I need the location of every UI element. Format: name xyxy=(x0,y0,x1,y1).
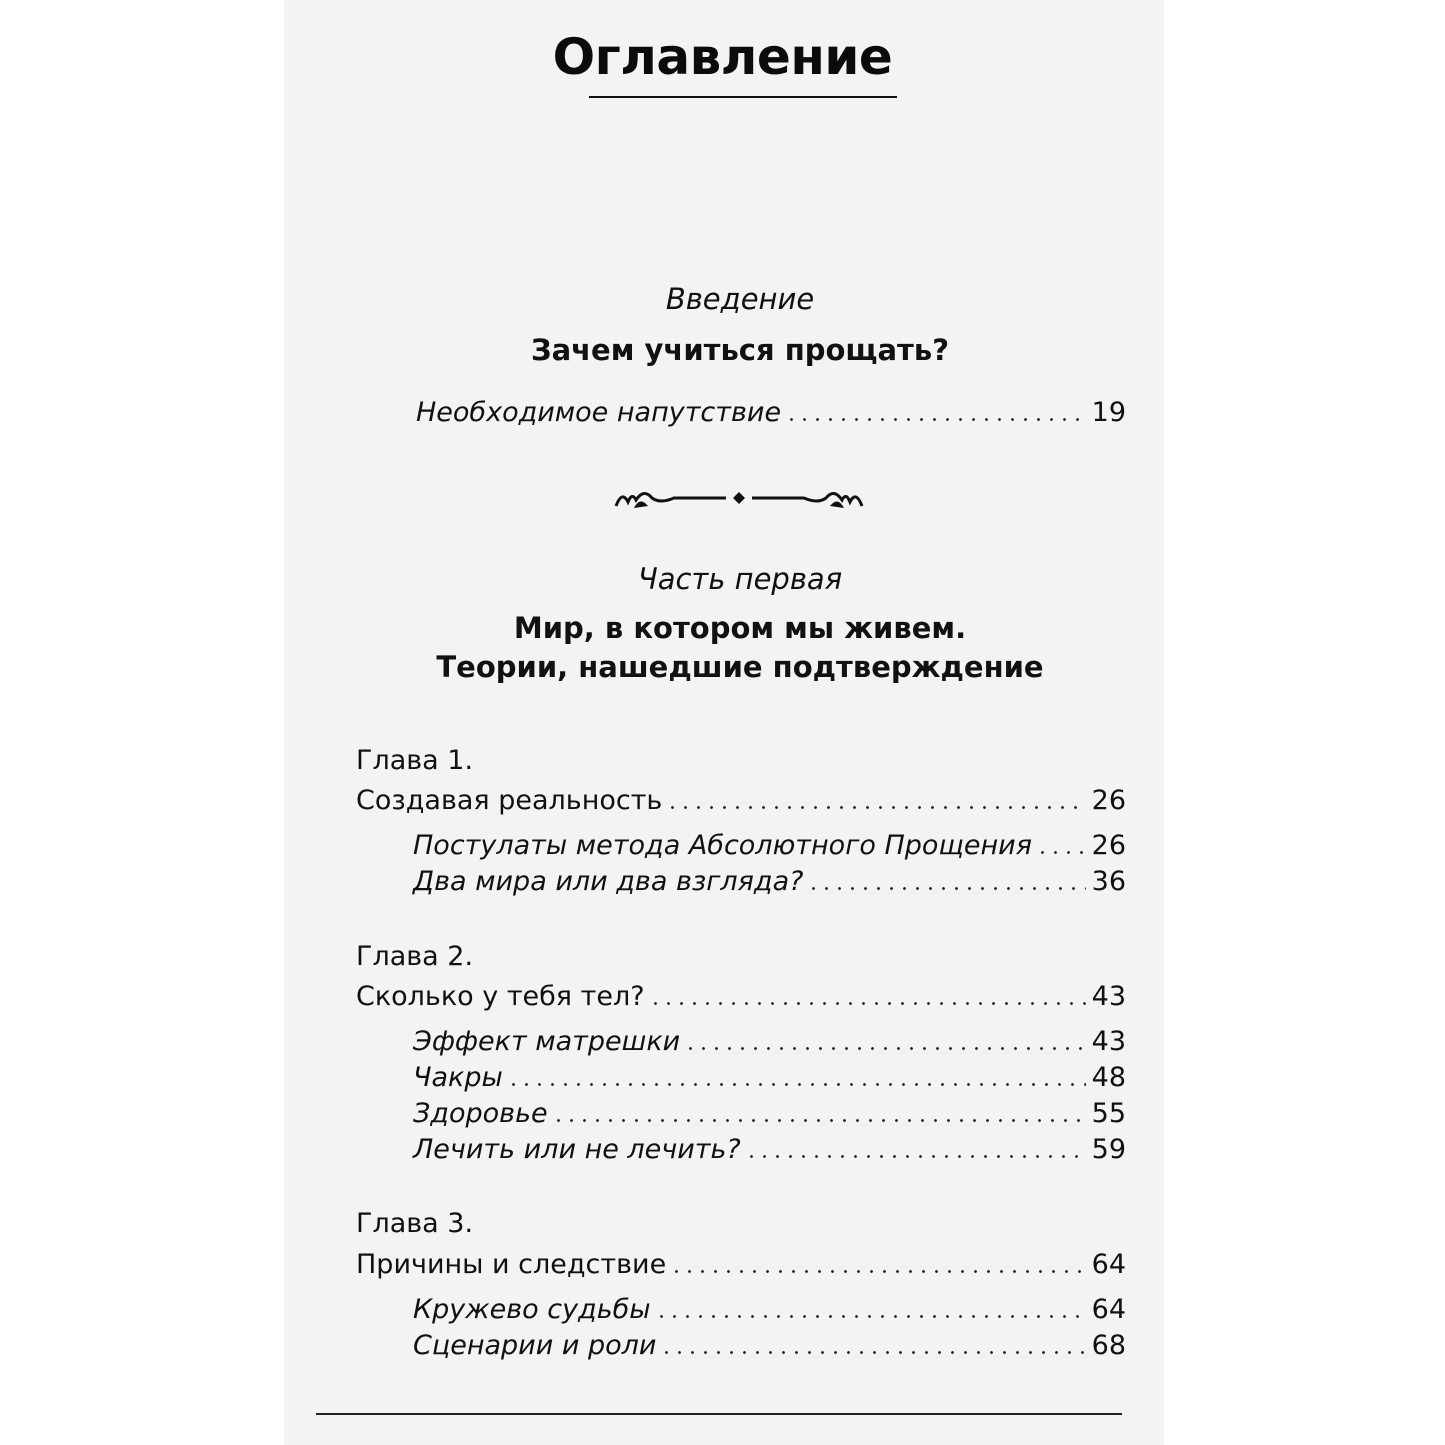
dot-leader xyxy=(655,1315,1086,1318)
intro-label: Введение xyxy=(665,282,815,316)
page-number: 64 xyxy=(1091,1294,1126,1325)
toc-chapter-entry[interactable] xyxy=(356,978,1126,1014)
entry-title: Лечить или не лечить? xyxy=(413,1134,741,1165)
page-number: 36 xyxy=(1091,866,1126,897)
intro-heading: Зачем учиться прощать? xyxy=(530,333,950,367)
toc-chapter-entry[interactable] xyxy=(356,1246,1126,1282)
entry-title: Кружево судьбы xyxy=(413,1294,651,1325)
chapter-number: Глава 2. xyxy=(356,941,474,972)
toc-section-entry[interactable] xyxy=(413,863,1126,899)
page-number: 43 xyxy=(1091,1026,1126,1057)
toc-section-entry[interactable] xyxy=(413,1291,1126,1327)
toc-section-entry[interactable] xyxy=(413,1131,1126,1167)
page-number: 26 xyxy=(1091,830,1126,861)
page-number: 59 xyxy=(1091,1134,1126,1165)
dot-leader xyxy=(670,1270,1085,1273)
dot-leader xyxy=(684,1047,1085,1050)
title-underline xyxy=(589,96,897,98)
entry-title: Постулаты метода Абсолютного Прощения xyxy=(413,830,1032,861)
toc-section-entry[interactable] xyxy=(413,1327,1126,1363)
dot-leader xyxy=(745,1155,1086,1158)
dot-leader xyxy=(1036,851,1086,854)
page-number: 43 xyxy=(1091,981,1126,1012)
entry-title: Два мира или два взгляда? xyxy=(413,866,804,897)
page-title: Оглавление xyxy=(552,28,893,86)
page-number: 48 xyxy=(1091,1062,1126,1093)
toc-section-entry[interactable] xyxy=(413,1059,1126,1095)
bottom-rule xyxy=(316,1413,1122,1415)
entry-title: Необходимое напутствие xyxy=(416,397,782,428)
entry-title: Сценарии и роли xyxy=(413,1330,657,1361)
entry-title: Причины и следствие xyxy=(356,1249,667,1280)
toc-chapter-entry[interactable] xyxy=(356,782,1126,818)
dot-leader xyxy=(649,1002,1086,1005)
page-number: 26 xyxy=(1091,785,1126,816)
part-label: Часть первая xyxy=(637,562,843,596)
chapter-number: Глава 3. xyxy=(356,1208,474,1239)
entry-title: Эффект матрешки xyxy=(413,1026,681,1057)
toc-section-entry[interactable] xyxy=(413,1095,1126,1131)
dot-leader xyxy=(660,1351,1085,1354)
dot-leader xyxy=(507,1083,1086,1086)
entry-title: Чакры xyxy=(413,1062,503,1093)
ornament-divider-icon xyxy=(614,484,864,514)
dot-leader xyxy=(552,1119,1086,1122)
entry-title: Здоровье xyxy=(413,1098,548,1129)
page-number: 19 xyxy=(1091,397,1126,428)
toc-section-entry[interactable] xyxy=(413,827,1126,863)
toc-section-entry[interactable] xyxy=(413,1023,1126,1059)
chapter-number: Глава 1. xyxy=(356,745,474,776)
toc-entry[interactable] xyxy=(416,394,1126,430)
dot-leader xyxy=(785,418,1086,421)
page-number: 55 xyxy=(1091,1098,1126,1129)
part-heading-line1: Мир, в котором мы живем. xyxy=(513,611,967,645)
page-number: 64 xyxy=(1091,1249,1126,1280)
page-number: 68 xyxy=(1091,1330,1126,1361)
entry-title: Сколько у тебя тел? xyxy=(356,981,645,1012)
dot-leader xyxy=(807,887,1085,890)
part-heading-line2: Теории, нашедшие подтверждение xyxy=(436,650,1044,684)
entry-title: Создавая реальность xyxy=(356,785,663,816)
dot-leader xyxy=(666,806,1085,809)
